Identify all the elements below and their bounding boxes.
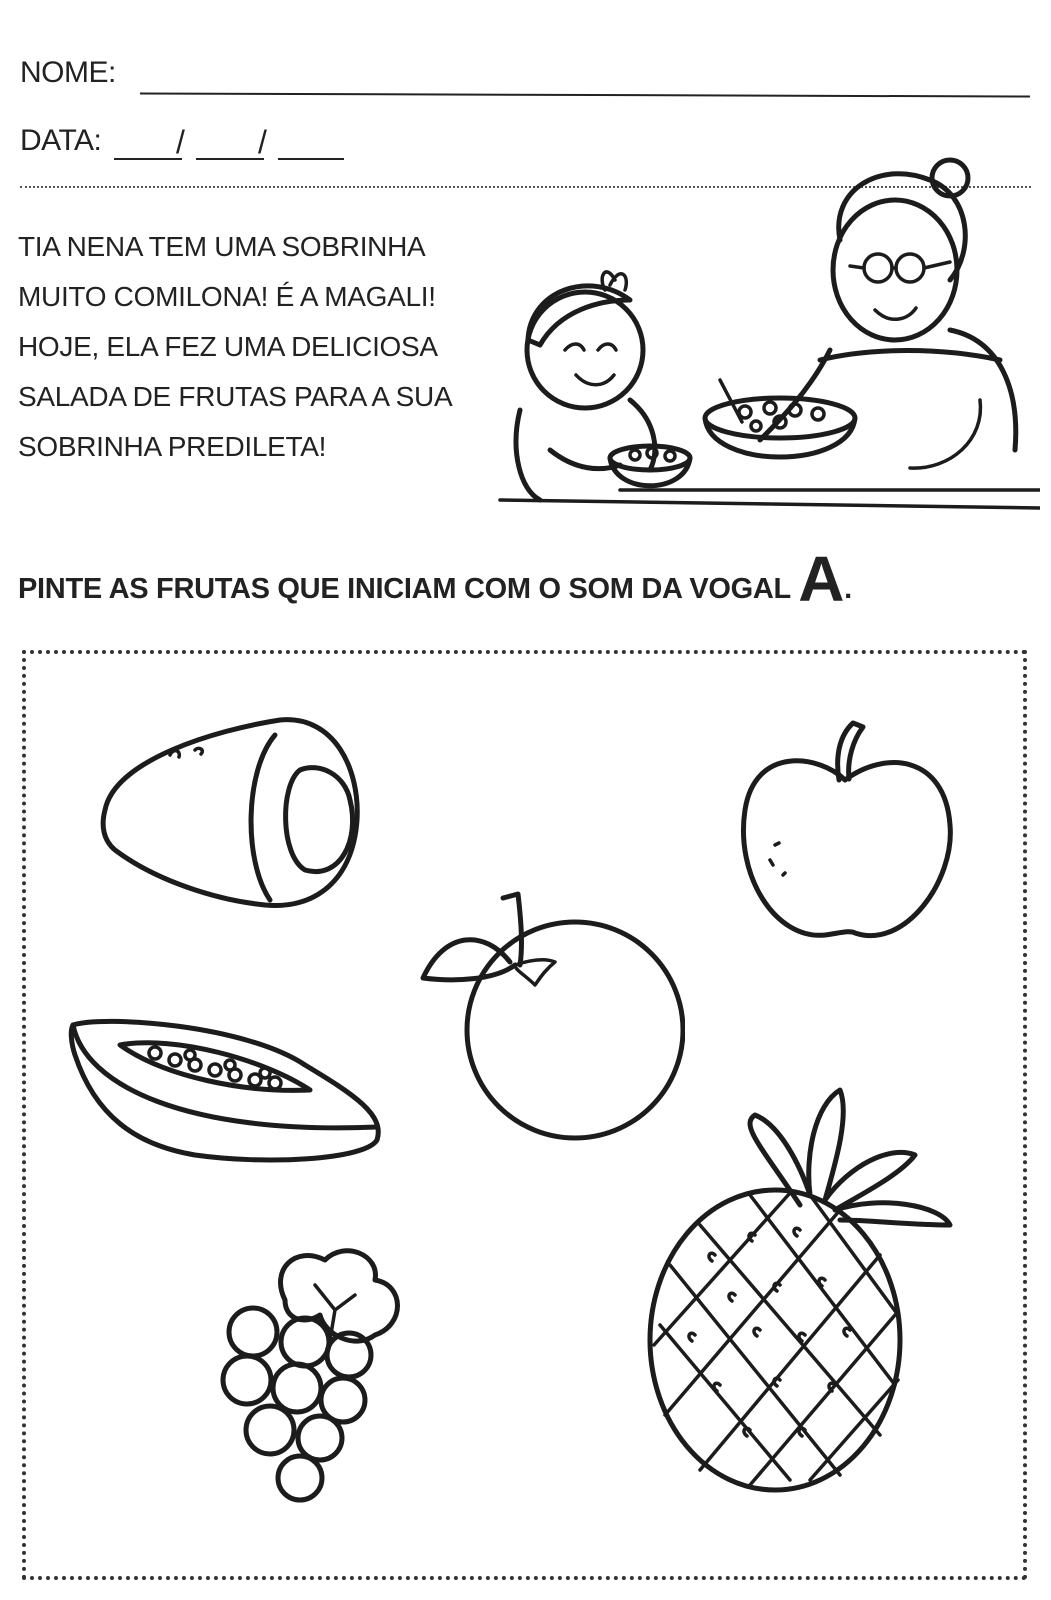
papaya-icon[interactable] xyxy=(65,1015,385,1170)
grapes-icon[interactable] xyxy=(215,1240,415,1505)
date-separator: / xyxy=(258,124,267,160)
magali-figure xyxy=(516,272,655,500)
pineapple-icon[interactable] xyxy=(640,1085,970,1495)
instruction-label: PINTE AS FRUTAS QUE INICIAM COM O SOM DA VOGAL xyxy=(18,573,799,605)
story-line: MUITO COMILONA! É A MAGALI! xyxy=(18,281,436,312)
story-line: SALADA DE FRUTAS PARA A SUA xyxy=(18,381,453,412)
date-day-blank[interactable] xyxy=(114,158,182,160)
instruction-text xyxy=(18,542,852,616)
date-label: DATA: xyxy=(20,124,102,157)
story-text xyxy=(18,222,498,472)
story-line: SOBRINHA PREDILETA! xyxy=(18,431,327,462)
aunt-figure xyxy=(760,160,1016,468)
name-label: NOME: xyxy=(20,56,116,89)
apple-icon[interactable] xyxy=(735,715,960,950)
instruction-end-mark: . xyxy=(844,573,852,605)
magali-and-aunt-fruit-salad-illustration xyxy=(480,150,1040,520)
avocado-icon[interactable] xyxy=(95,710,370,920)
date-year-blank[interactable] xyxy=(278,158,344,160)
date-separator: / xyxy=(176,124,185,160)
date-month-blank[interactable] xyxy=(196,158,264,160)
story-line: TIA NENA TEM UMA SOBRINHA xyxy=(18,231,426,262)
instruction-vowel: A xyxy=(798,543,845,615)
story-line: HOJE, ELA FEZ UMA DELICIOSA xyxy=(18,331,438,362)
name-blank-line[interactable] xyxy=(140,92,1030,97)
